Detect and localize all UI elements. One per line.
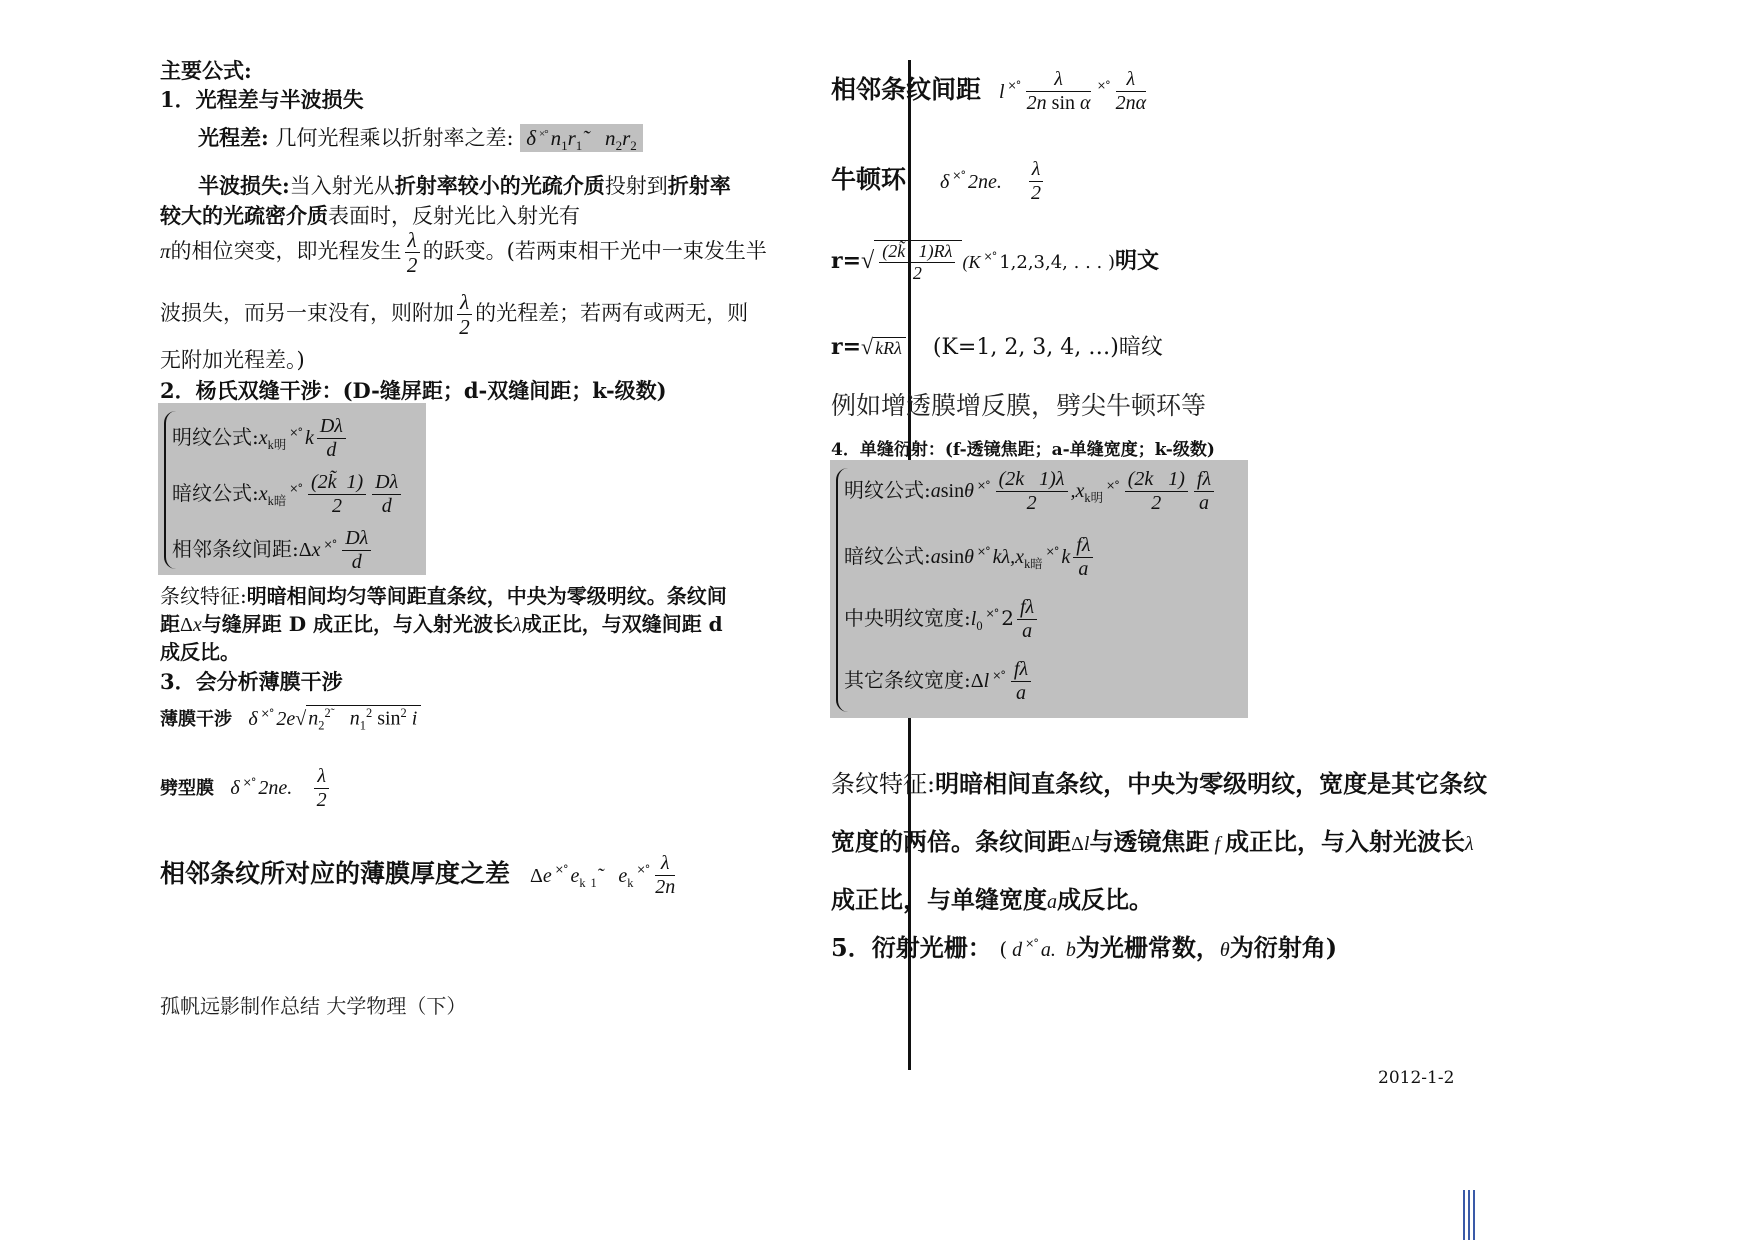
wedge-label: 劈型膜 <box>160 778 214 799</box>
young-feature-text-2a: 距 <box>160 612 180 636</box>
spacing-label: 相邻条纹间距 <box>831 75 982 104</box>
single-slit-dark-label: 暗纹公式: <box>844 544 931 568</box>
adjacent-thickness-line: 相邻条纹所对应的薄膜厚度之差 Δe ×° $e_k$ $_1$˜ $e_k^{\times^\circ}$ $\frac{\lambda}{2n}$ <box>160 852 676 898</box>
single-slit-feature-text-2b: 与透镜焦距 <box>1089 827 1210 856</box>
half-wave-bold-1: 折射率较小的光疏介质 <box>394 173 605 198</box>
young-feature-line-3: 成反比。 <box>160 640 240 664</box>
thin-film-label: 薄膜干涉 <box>160 709 232 730</box>
section-5-text-2: 为衍射角) <box>1229 933 1338 962</box>
half-wave-line-1 <box>198 170 731 200</box>
young-formula-box <box>158 403 426 575</box>
newton-ring-label: 牛顿环 <box>831 165 907 194</box>
opd-line <box>198 122 643 154</box>
newton-bright-line: r=√ $\frac{(2k̃ 1)R\lambda}{2}$ (K ×° 1,2,3,4, . . . )明文 <box>831 241 1159 283</box>
single-slit-feature-text-3b: 成反比。 <box>1057 885 1153 914</box>
single-slit-bright: 明纹公式:asinθ ×° $\frac{(2k 1)\lambda}{2}$ $,x_{k明}^{\times^\circ}$ $\frac{(2k 1)}{2}$ $\frac{f\lambda}{a}$ <box>844 468 1217 515</box>
half-wave-text-5: 的跃变。(若两束相干光中一束发生半 <box>422 239 767 264</box>
newton-ring-line: 牛顿环 δ ×° 2ne. $\frac{\lambda}{2}$ <box>831 158 1046 205</box>
young-spacing: 相邻条纹间距:Δx ×° $\frac{D\lambda}{d}$ <box>172 527 374 574</box>
half-wave-line-2 <box>160 200 580 230</box>
young-feature-label: 条纹特征: <box>160 584 247 608</box>
section-2-title: 2．杨氏双缝干涉：(D-缝屏距；d-双缝间距；k-级数) <box>160 378 667 403</box>
single-slit-feature-text-2c: 成正比，与入射光波长 <box>1225 827 1465 856</box>
young-bright-label: 明纹公式: <box>172 425 259 449</box>
single-slit-feature-text-2a: 宽度的两倍。条纹间距 <box>831 827 1071 856</box>
single-slit-central: 中央明纹宽度$:l_0^{\times^\circ}$ 2 $\frac{f\lambda}{a}$ <box>844 596 1040 643</box>
heading: 主要公式: <box>160 58 252 83</box>
page-edge-bar <box>1473 1190 1475 1240</box>
young-spacing-label: 相邻条纹间距: <box>172 537 299 561</box>
half-wave-text-4: 的相位突变，即光程发生 <box>170 239 402 264</box>
section-5-line: 5．衍射光栅： ( d ×° a. b为光栅常数，θ为衍射角) <box>831 933 1338 962</box>
adjacent-thickness-label: 相邻条纹所对应的薄膜厚度之差 <box>160 859 511 888</box>
page-edge-bar <box>1463 1190 1465 1240</box>
single-slit-bright-label: 明纹公式: <box>844 478 931 502</box>
single-slit-feature-text-3a: 成正比，与单缝宽度 <box>831 885 1047 914</box>
section-5-title: 5．衍射光栅： <box>831 933 992 962</box>
half-wave-text-1: 当入射光从 <box>289 174 395 198</box>
opd-label: 光程差: <box>198 125 269 150</box>
section-3-title: 3．会分析薄膜干涉 <box>160 669 343 694</box>
wedge-line: 劈型膜 δ ×° 2ne. $\frac{\lambda}{2}$ <box>160 765 332 812</box>
young-feature-text-2b: 与缝屏距 D 成正比，与入射光波长 <box>201 612 514 636</box>
newton-dark-range: (K=1, 2, 3, 4, …)暗纹 <box>932 335 1163 360</box>
single-slit-feature-line-1 <box>831 764 1487 799</box>
single-slit-feature-line-2: 宽度的两倍。条纹间距Δl与透镜焦距 f 成正比，与入射光波长λ <box>831 827 1474 856</box>
single-slit-feature-line-3: 成正比，与单缝宽度a成反比。 <box>831 885 1153 914</box>
young-dark: 暗纹公式$:x_{k暗}^{\times^\circ}$ $\frac{(2k̃ 1)}{2}$ $\frac{D\lambda}{d}$ <box>172 471 404 518</box>
young-feature-text-2c: 成正比，与双缝间距 d <box>521 612 723 636</box>
footer-text: 孤帆远影制作总结 大学物理（下） <box>160 994 467 1018</box>
single-slit-central-label: 中央明纹宽度: <box>844 606 971 630</box>
young-feature-line-2: 距Δx与缝屏距 D 成正比，与入射光波长λ成正比，与双缝间距 d <box>160 612 723 636</box>
half-wave-line-3: π的相位突变，即光程发生 $\frac{\lambda}{2}$ 的跃变。(若两束相干光中一束发生半 <box>160 228 767 278</box>
single-slit-feature-text-1: 明暗相间直条纹，中央为零级明纹，宽度是其它条纹 <box>935 769 1488 798</box>
spacing-line: 相邻条纹间距 l ×° $\frac{\lambda}{\text{2n sin α}}$ ×° $\frac{\lambda}{2n\alpha}$ <box>831 68 1147 114</box>
half-wave-text-7: 的光程差；若两有或两无，则 <box>475 301 749 326</box>
section-4-title: 4．单缝衍射：(f-透镜焦距；a-单缝宽度；k-级数) <box>831 440 1215 460</box>
section-5-text-1: 为光栅常数， <box>1075 933 1220 962</box>
date-label: 2012-1-2 <box>1378 1068 1455 1088</box>
thin-film-line: 薄膜干涉 δ ×° 2e√ $n_2^{2˜}$ $n_1^2$ $\sin^2 i$ <box>160 705 421 734</box>
single-slit-formula-box <box>830 460 1248 718</box>
newton-dark-line: r=√ kRλ (K=1, 2, 3, 4, …)暗纹 <box>831 334 1163 360</box>
page-edge-bar <box>1468 1190 1470 1240</box>
newton-bright-tail: 明文 <box>1114 248 1159 275</box>
half-wave-text-3: 表面时，反射光比入射光有 <box>328 204 580 228</box>
single-slit-other-label: 其它条纹宽度: <box>844 668 971 692</box>
section-1-title: 1．光程差与半波损失 <box>160 87 364 112</box>
half-wave-bold-3: 较大的光疏密介质 <box>160 203 328 228</box>
half-wave-bold-2: 折射率 <box>667 173 731 198</box>
half-wave-text-6: 波损失，而另一束没有，则附加 <box>160 301 454 326</box>
half-wave-line-5: 无附加光程差。) <box>160 348 305 372</box>
opd-formula: δ ×° $n_1r_1˜$ $n_2r_2$ <box>520 124 643 152</box>
half-wave-line-4: 波损失，而另一束没有，则附加 $\frac{\lambda}{2}$ 的光程差；若两有或两无，则 <box>160 290 749 340</box>
young-feature-text-1: 明暗相间均匀等间距直条纹，中央为零级明纹。条纹间 <box>246 584 727 608</box>
single-slit-dark: 暗纹公式:asinθ ×° $k\lambda,x_{k暗}^{\times^\circ}$ k $\frac{f\lambda}{a}$ <box>844 534 1096 581</box>
young-bright: 明纹公式$:x_{k明}^{\times^\circ}$ k $\frac{D\lambda}{d}$ <box>172 415 349 462</box>
half-wave-label: 半波损失: <box>198 173 290 198</box>
single-slit-other: 其它条纹宽度:Δl ×° $\frac{f\lambda}{a}$ <box>844 658 1034 705</box>
opd-text: 几何光程乘以折射率之差: <box>275 126 514 150</box>
examples-line: 例如增透膜增反膜，劈尖牛顿环等 <box>831 391 1207 420</box>
half-wave-text-2: 投射到 <box>604 174 668 198</box>
young-feature-line-1 <box>160 580 727 609</box>
single-slit-feature-label: 条纹特征: <box>831 770 936 798</box>
young-dark-label: 暗纹公式: <box>172 481 259 505</box>
